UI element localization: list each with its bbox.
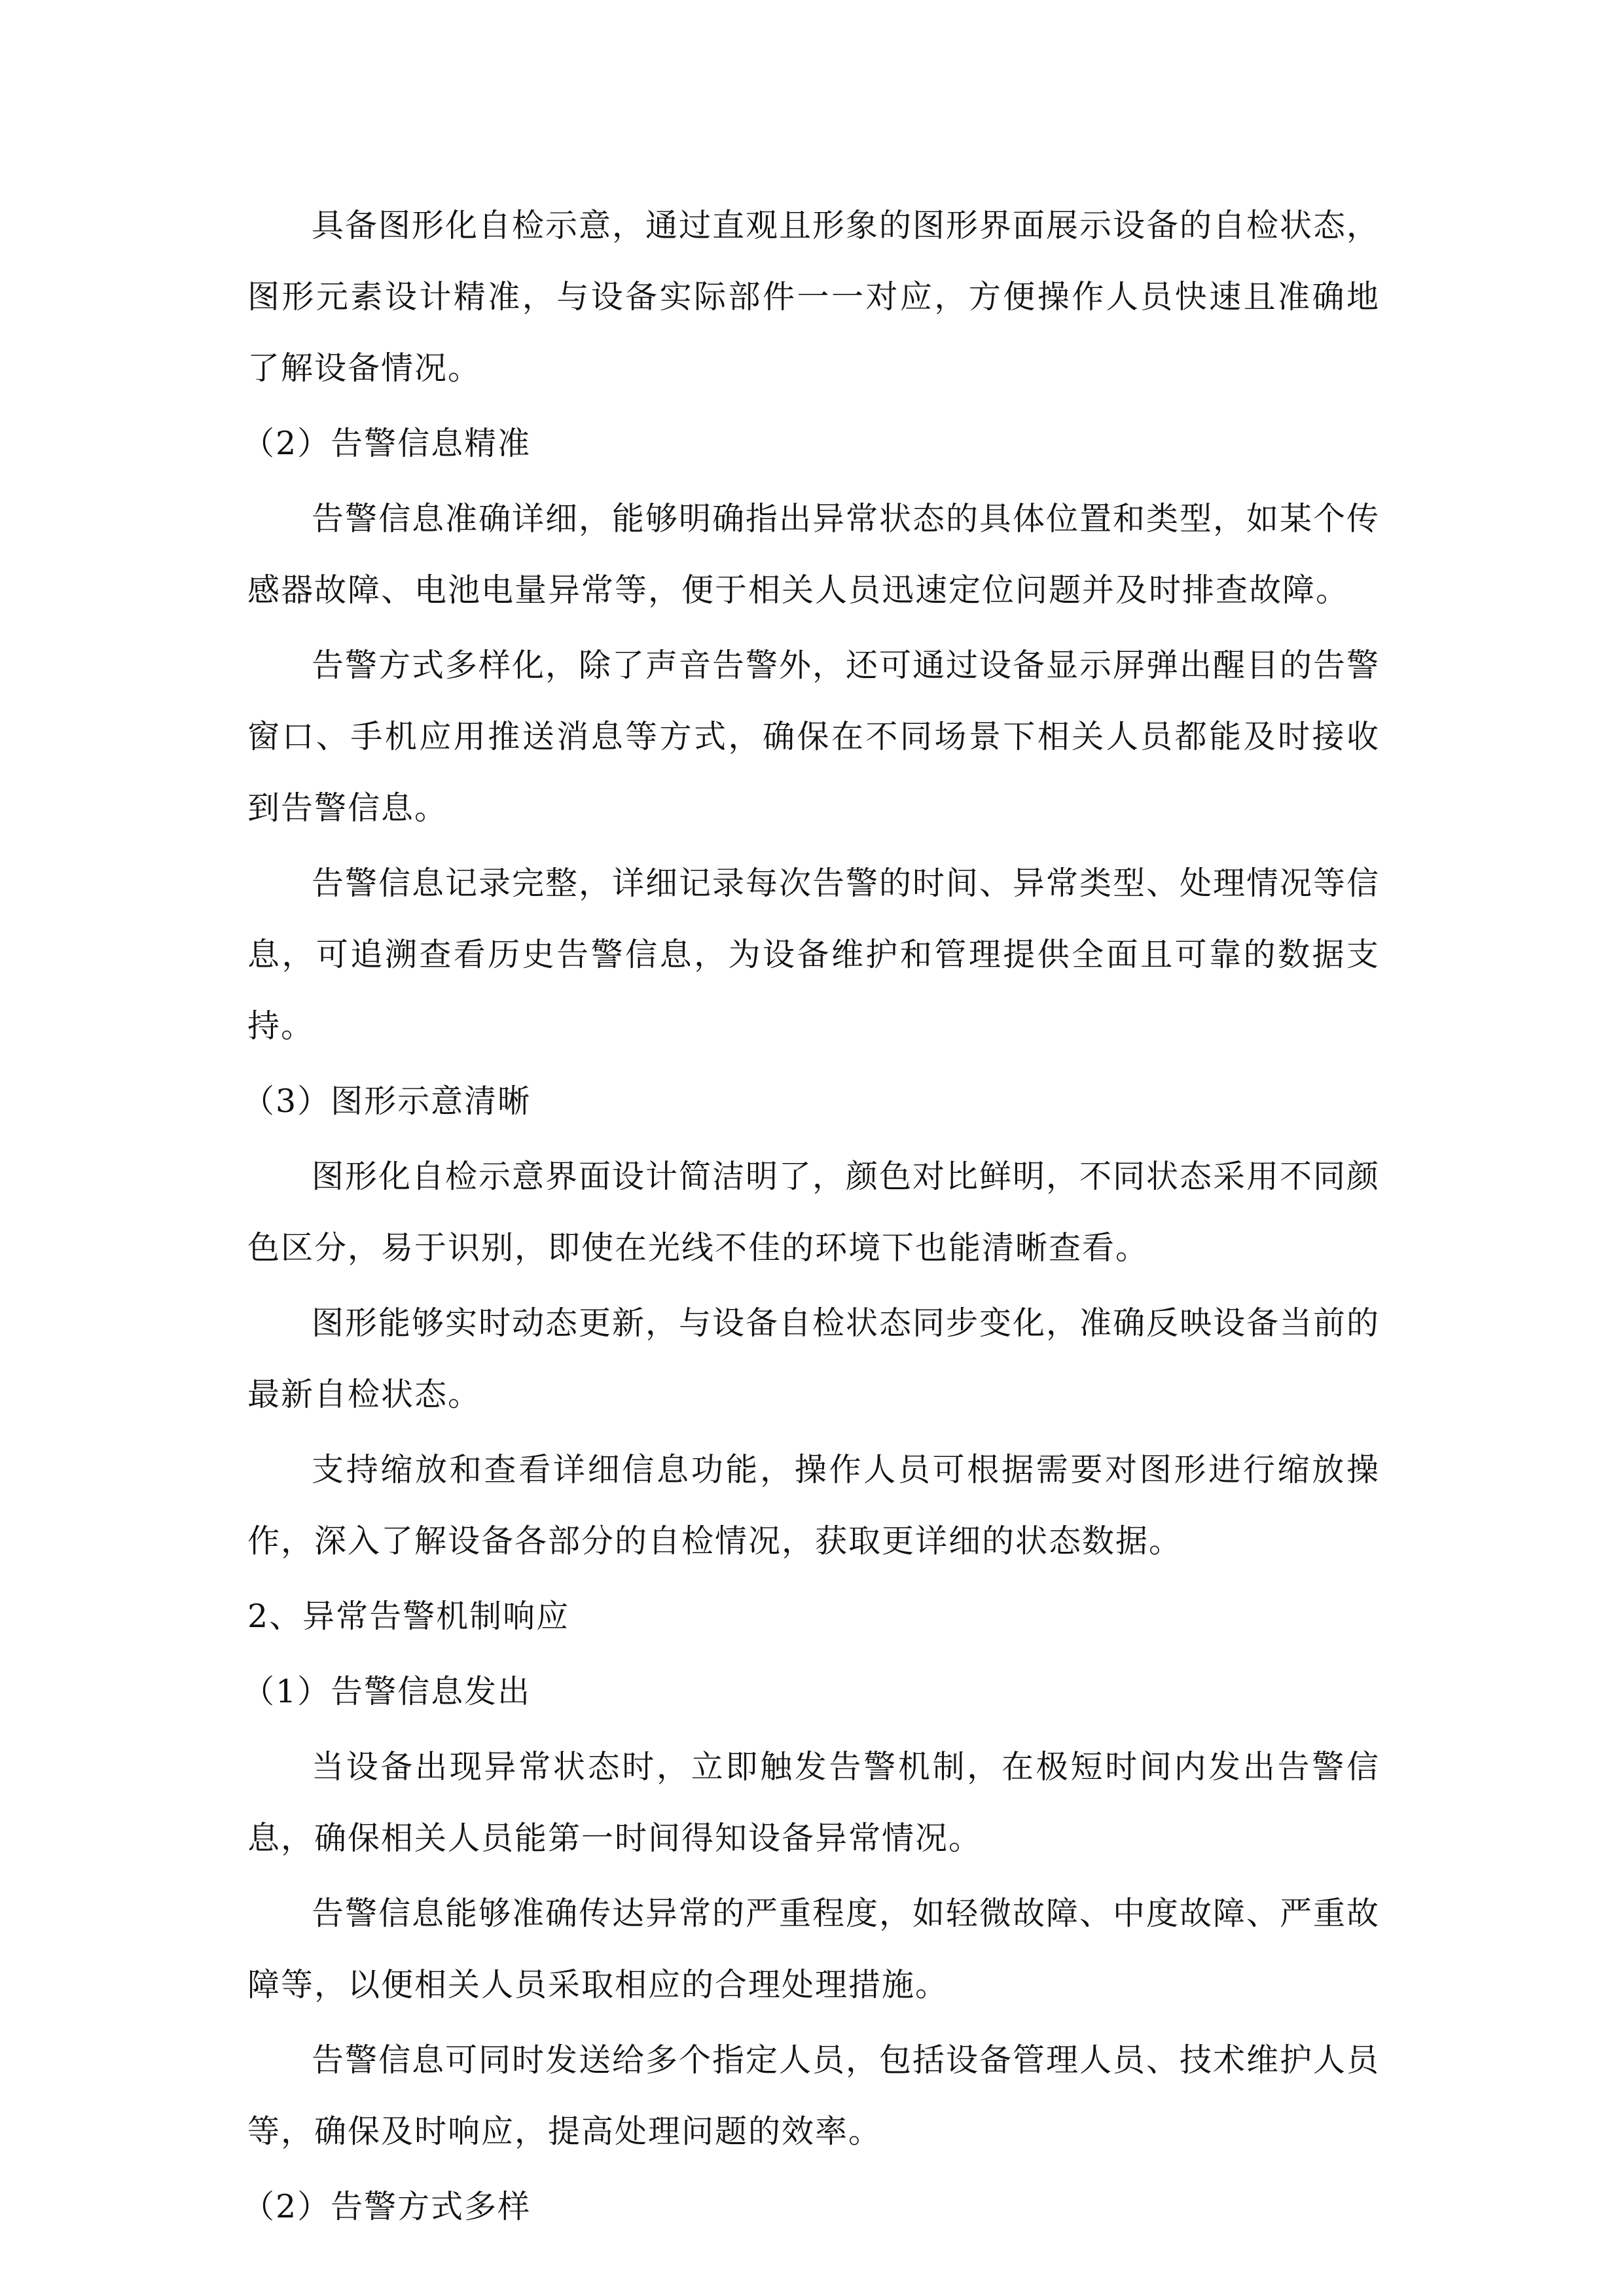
section-heading-alarm-response: 2、异常告警机制响应 bbox=[247, 1598, 570, 1635]
paragraph-alarm-info-detail: 告警信息准确详细，能够明确指出异常状态的具体位置和类型，如某个传感器故障、电池电量异常等，便于相关人员迅速定位问题并及时排查故障。 bbox=[247, 500, 1380, 609]
document-body bbox=[242, 190, 1380, 2246]
subheading-alarm-issue: （1）告警信息发出 bbox=[242, 1673, 532, 1710]
paragraph-severity: 告警信息能够准确传达异常的严重程度，如轻微故障、中度故障、严重故障等，以便相关人员采取相应的合理处理措施。 bbox=[247, 1895, 1380, 2003]
paragraph-zoom-support: 支持缩放和查看详细信息功能，操作人员可根据需要对图形进行缩放操作，深入了解设备各部分的自检情况，获取更详细的状态数据。 bbox=[247, 1451, 1380, 1560]
paragraph-realtime-update: 图形能够实时动态更新，与设备自检状态同步变化，准确反映设备当前的最新自检状态。 bbox=[247, 1304, 1380, 1413]
subheading-graphic-clear: （3）图形示意清晰 bbox=[242, 1083, 532, 1120]
paragraph-interface-design: 图形化自检示意界面设计简洁明了，颜色对比鲜明，不同状态采用不同颜色区分，易于识别，即使在光线不佳的环境下也能清晰查看。 bbox=[247, 1158, 1380, 1266]
subheading-alarm-info-accurate: （2）告警信息精准 bbox=[242, 425, 532, 462]
paragraph-trigger-alarm: 当设备出现异常状态时，立即触发告警机制，在极短时间内发出告警信息，确保相关人员能第一时间得知设备异常情况。 bbox=[247, 1748, 1380, 1857]
paragraph-alarm-methods: 告警方式多样化，除了声音告警外，还可通过设备显示屏弹出醒目的告警窗口、手机应用推送消息等方式，确保在不同场景下相关人员都能及时接收到告警信息。 bbox=[247, 647, 1380, 827]
paragraph-graphical-self-check: 具备图形化自检示意，通过直观且形象的图形界面展示设备的自检状态，图形元素设计精准，与设备实际部件一一对应，方便操作人员快速且准确地了解设备情况。 bbox=[247, 207, 1380, 387]
subheading-alarm-methods-diverse: （2）告警方式多样 bbox=[242, 2188, 532, 2225]
paragraph-alarm-records: 告警信息记录完整，详细记录每次告警的时间、异常类型、处理情况等信息，可追溯查看历史告警信息，为设备维护和管理提供全面且可靠的数据支持。 bbox=[247, 865, 1380, 1045]
paragraph-multi-recipients: 告警信息可同时发送给多个指定人员，包括设备管理人员、技术维护人员等，确保及时响应，提高处理问题的效率。 bbox=[247, 2041, 1380, 2150]
